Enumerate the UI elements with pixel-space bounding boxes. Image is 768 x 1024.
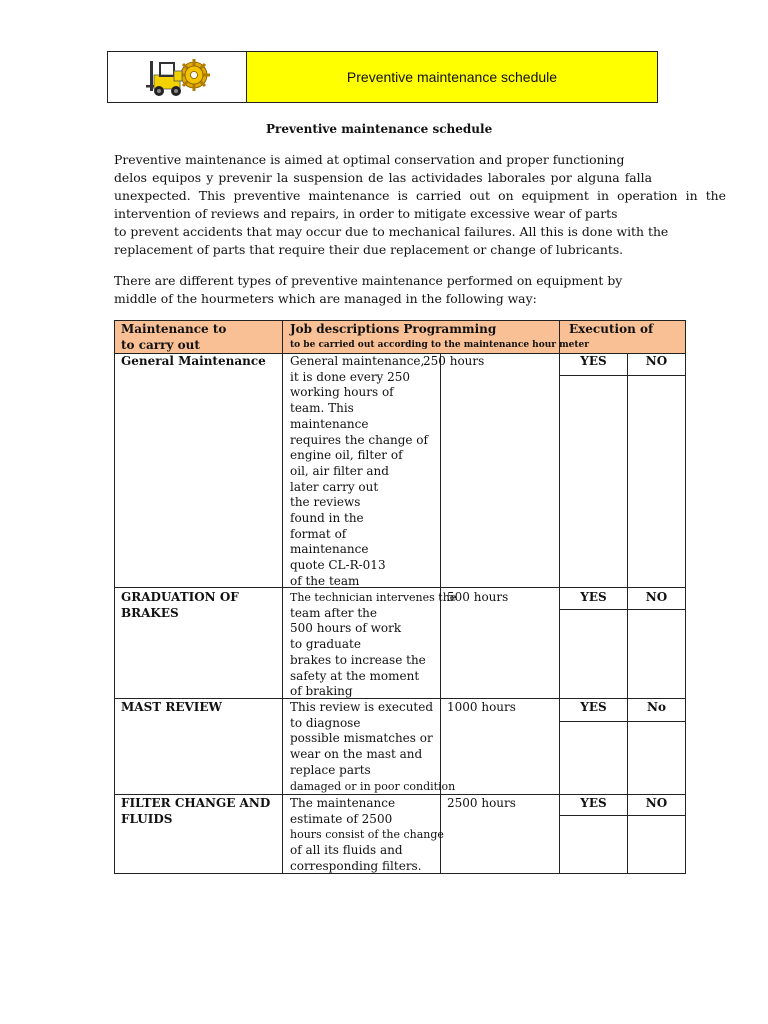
- row-name-text: MAST REVIEW: [121, 700, 223, 714]
- yes-label: YES: [580, 796, 607, 810]
- header-text: Maintenance to: [121, 322, 227, 336]
- desc-line: to graduate: [290, 637, 361, 652]
- desc-line: wear on the mast and: [290, 747, 423, 762]
- desc-line: 500 hours of work: [290, 621, 402, 636]
- row-description: [290, 796, 444, 875]
- logo-cell: [108, 52, 247, 102]
- row-description: [290, 700, 455, 794]
- row-name: [121, 796, 270, 827]
- yes-label: YES: [580, 354, 607, 368]
- desc-line: hours consist of the change: [290, 828, 444, 842]
- desc-line: of braking: [290, 684, 353, 699]
- no-label: No: [647, 700, 666, 714]
- desc-line: format of: [290, 526, 347, 541]
- desc-line: This review is executed: [290, 700, 434, 714]
- desc-line: damaged or in poor condition: [290, 779, 456, 793]
- desc-line: quote CL-R-013: [290, 558, 386, 573]
- header-title: Preventive maintenance schedule: [247, 52, 657, 102]
- row-name-text: General Maintenance: [121, 354, 266, 368]
- desc-line: maintenance: [290, 542, 369, 557]
- no-label: NO: [645, 354, 668, 368]
- desc-line: brakes to increase the: [290, 652, 426, 667]
- intro-line: intervention of reviews and repairs, in order to mitigate excessive wear of parts: [114, 206, 618, 221]
- header-execution: Execution of: [569, 322, 654, 336]
- row-name: [121, 700, 222, 716]
- types-line: There are different types of preventive maintenance performed on equipment by: [114, 273, 623, 288]
- header-subtext: to be carried out according to the maintenance hour meter: [290, 339, 590, 350]
- yes-label: YES: [580, 700, 607, 714]
- desc-line: working hours of: [290, 385, 394, 400]
- types-paragraph: [114, 272, 726, 308]
- desc-line: the reviews: [290, 495, 361, 510]
- intro-paragraph: [114, 151, 726, 259]
- desc-line: team after the: [290, 605, 377, 620]
- intro-line: delos equipos y prevenir la suspension de las actividades laborales por alguna falla: [114, 170, 652, 185]
- row-name-text: BRAKES: [121, 605, 179, 620]
- desc-line: maintenance: [290, 416, 369, 431]
- row-hours: 1000 hours: [447, 700, 516, 714]
- desc-line: The technician intervenes the: [290, 591, 457, 604]
- desc-line: corresponding filters.: [290, 858, 422, 873]
- desc-line: requires the change of: [290, 432, 428, 447]
- row-description: [290, 354, 428, 590]
- header-job-descriptions: [290, 322, 589, 353]
- desc-line: it is done every 250: [290, 369, 411, 384]
- yes-label: YES: [580, 590, 607, 604]
- maintenance-table: [114, 320, 686, 874]
- intro-line: unexpected. This preventive maintenance is carried out on equipment in operation in the: [114, 188, 726, 203]
- types-line: middle of the hourmeters which are managed in the following way:: [114, 291, 537, 306]
- row-name: [121, 354, 266, 370]
- row-hours: 250 hours: [423, 354, 485, 368]
- desc-line: possible mismatches or: [290, 731, 433, 746]
- desc-line: replace parts: [290, 762, 371, 777]
- row-name-text: FLUIDS: [121, 811, 173, 826]
- intro-line: Preventive maintenance is aimed at optimal conservation and proper functioning: [114, 152, 625, 167]
- desc-line: team. This: [290, 401, 354, 416]
- no-label: NO: [645, 590, 668, 604]
- row-name-text: FILTER CHANGE AND: [121, 796, 271, 810]
- header-text: to carry out: [121, 337, 200, 352]
- row-hours: 2500 hours: [447, 796, 516, 810]
- header-text: Job descriptions Programming: [290, 322, 497, 336]
- desc-line: The maintenance: [290, 796, 396, 810]
- desc-line: of the team: [290, 573, 360, 588]
- intro-line: to prevent accidents that may occur due to mechanical failures. All this is done with the: [114, 224, 669, 239]
- forklift-gear-logo-icon: [144, 55, 210, 99]
- desc-line: General maintenance,: [290, 354, 425, 368]
- no-label: NO: [645, 796, 668, 810]
- desc-line: safety at the moment: [290, 668, 420, 683]
- desc-line: of all its fluids and: [290, 843, 403, 858]
- intro-line: replacement of parts that require their due replacement or change of lubricants.: [114, 242, 624, 257]
- desc-line: to diagnose: [290, 715, 361, 730]
- desc-line: engine oil, filter of: [290, 448, 403, 463]
- header-box: [107, 51, 658, 103]
- header-maintenance: [121, 322, 226, 353]
- row-description: [290, 590, 456, 700]
- row-name-text: GRADUATION OF: [121, 590, 239, 604]
- desc-line: oil, air filter and: [290, 463, 389, 478]
- document-title: Preventive maintenance schedule: [266, 122, 493, 136]
- row-name: [121, 590, 239, 621]
- desc-line: found in the: [290, 511, 364, 526]
- row-hours: 500 hours: [447, 590, 509, 604]
- desc-line: estimate of 2500: [290, 811, 393, 826]
- desc-line: later carry out: [290, 479, 379, 494]
